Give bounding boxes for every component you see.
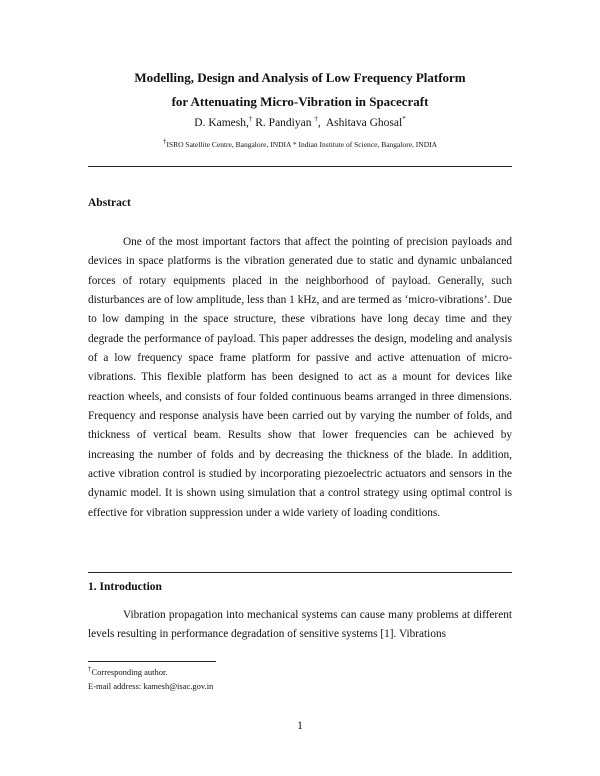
introduction-body: Vibration propagation into mechanical systems can cause many problems at different levels resulting in performance degradation of sensitive systems [1]. Vibrations [88, 609, 512, 641]
author-2-mark: † [314, 115, 318, 124]
author-1: D. Kamesh, [194, 117, 249, 129]
footnote-divider [88, 661, 216, 662]
author-list [0, 117, 600, 129]
footnote-line-1: Corresponding author. [91, 667, 168, 677]
author-3-mark: * [402, 115, 406, 124]
introduction-heading: 1. Introduction [88, 581, 162, 593]
page-number: 1 [297, 720, 303, 732]
footnote-corresponding [88, 667, 168, 677]
author-1-mark: † [248, 115, 253, 124]
abstract-heading: Abstract [88, 197, 131, 209]
title-divider [88, 166, 512, 167]
abstract-divider [88, 572, 512, 573]
affiliations [0, 137, 600, 149]
footnote-email: E-mail address: kamesh@isac.gov.in [88, 681, 214, 691]
author-2: R. Pandiyan [255, 117, 312, 129]
affiliation-mark: † [162, 137, 167, 146]
author-3: Ashitava Ghosal [325, 117, 403, 129]
paper-title-line-2: for Attenuating Micro-Vibration in Spacecraft [171, 94, 429, 109]
abstract-body: One of the most important factors that affect the pointing of precision payloads and devices in space platforms is the vibration generated due to static and dynamic unbalanced forces of rotary equipments placed in the neighborhood of payload. Generally, such disturbances are of low amplitude, less than 1 kHz, and are termed as ‘micro-vibrations’. Due to low damping in the space structure, these vibrations have long decay time and they degrade the performance of payload. This paper addresses the design, modeling and analysis of a low frequency space frame platform for passive and active attenuation of micro-vibrations. This flexible platform has been designed to act as a mount for devices like reaction wheels, and consists of four folded continuous beams arranged in three dimensions. Frequency and response analysis have been carried out by varying the number of folds, and thickness of vertical beam. Results show that lower frequencies can be achieved by increasing the number of folds and by decreasing the thickness of the blade. In addition, active vibration control is studied by incorporating piezoelectric actuators and sensors in the dynamic model. It is shown using simulation that a control strategy using optimal control is effective for vibration suppression under a wide variety of loading conditions. [88, 236, 512, 519]
paper-title-line-1: Modelling, Design and Analysis of Low Frequency Platform [134, 70, 466, 85]
affiliation-text: ISRO Satellite Centre, Bangalore, INDIA * Indian Institute of Science, Bangalore, INDIA [166, 140, 438, 149]
footnote-mark: † [88, 665, 92, 674]
author-separator: , [317, 117, 321, 129]
